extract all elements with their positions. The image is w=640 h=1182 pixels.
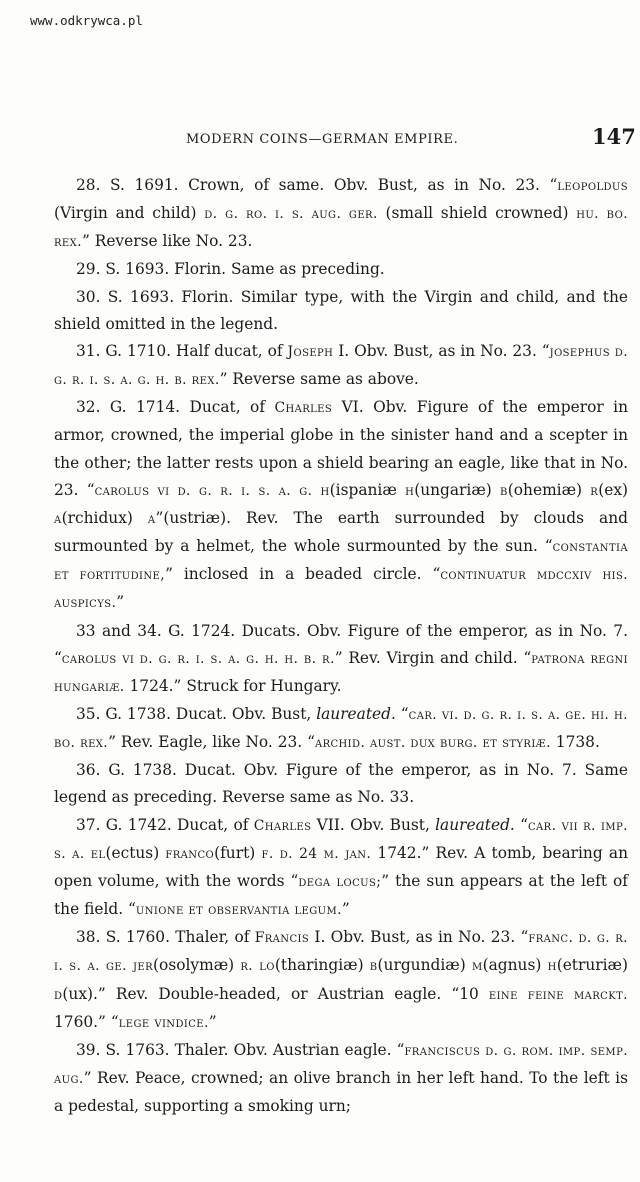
running-title: MODERN COINS—GERMAN EMPIRE. [186,132,459,147]
entry-text: 1724.” Struck for Hungary. [124,676,342,695]
catalog-entry [54,757,628,811]
entry-text: ” Reverse like No. 23. [81,232,253,251]
entry-text: 1742.” Rev. A tomb, bearing an open volume, with the words “ [54,843,628,890]
entry-text: ” [116,593,125,612]
legend-text: d [54,986,63,1003]
catalog-entry [54,701,628,757]
entry-text: (furt) [214,843,262,862]
entry-text: VI. Obv. Figure of the emperor in armor, crowned, the imperial globe in the sinister hand and a scepter in the other; the latter rests upon a shield bearing an eagle, like that in No. 23. “ [54,398,628,499]
entry-text: (urgundiæ) [377,956,472,975]
entry-text: VII. Obv. Bust, [311,815,436,834]
page-number: 147 [592,124,636,149]
entry-text: ” Rev. Virgin and child. “ [334,648,532,667]
entry-text: 35. G. 1738. Ducat. Obv. Bust, [76,704,317,723]
legend-text: Charles [274,400,333,417]
entry-text: (ux).” Rev. Double-headed, or Austrian eagle. “10 [62,984,489,1003]
entry-text: 32. G. 1714. Ducat, of [76,398,275,417]
entry-text: ”(ustriæ). Rev. The earth surrounded by clouds and surmounted by a helmet, the whole surmounted by the sun. “ [54,508,628,556]
legend-text: leopoldus [557,178,628,194]
legend-text: m [471,958,483,975]
catalog-entry [54,924,628,1037]
legend-text: a [147,510,156,527]
legend-text: continuatur mdccxiv his. auspicys. [54,567,628,612]
italic-text: laureated. [316,704,396,723]
entry-text: 30. S. 1693. Florin. Similar type, with the Virgin and child, and the shield omitted in the legend. [54,287,628,333]
entry-text: ” Reverse same as above. [219,370,419,389]
legend-text: h [405,482,415,499]
legend-text: patrona regni hungariæ. [54,650,628,695]
catalog-entry [54,172,628,256]
entry-text: 33 and 34. G. 1724. Ducats. Obv. Figure of the emperor, as in No. 7. “ [54,621,628,667]
entry-text: ” Rev. Peace, crowned; an olive branch in her left hand. To the left is a pedestal, supporting a smoking urn; [54,1069,628,1116]
entry-text: (ungariæ) [414,480,501,499]
entry-text: (rchidux) [61,508,148,527]
entry-text: ” [341,900,350,919]
legend-text: car. vi. d. g. r. i. s. a. ge. hi. h. bo. rex. [54,706,628,752]
catalog-entry [54,394,628,617]
entry-text: ” [208,1012,217,1031]
entry-text: (etruriæ) [556,956,629,975]
entry-text: (ispaniæ [329,480,406,499]
legend-text: franciscus d. g. rom. imp. semp. aug. [54,1042,628,1087]
legend-text: car. vii r. imp. s. a. el [54,817,628,862]
entry-text: “ [395,704,409,723]
watermark: www.odkrywca.pl [30,13,143,28]
entry-text: (Virgin and child) [54,204,205,223]
entry-text: 39. S. 1763. Thaler. Obv. Austrian eagle. “ [76,1040,405,1059]
legend-text: dega locus; [298,873,382,890]
catalog-entry [54,256,628,283]
page-body [54,172,628,1120]
entry-text: 29. S. 1693. Florin. Same as preceding. [76,260,385,279]
entry-text: I. Obv. Bust, as in No. 23. “ [333,341,550,360]
entry-text: (agnus) [482,956,548,975]
legend-text: b [500,482,508,499]
legend-text: Joseph [287,343,334,360]
legend-text: d. g. ro. i. s. aug. ger. [204,206,378,223]
legend-text: f. d. 24 m. jan. [261,845,372,862]
entry-text: 31. G. 1710. Half ducat, of [76,341,288,360]
catalog-entry [54,1037,628,1120]
entry-text: 28. S. 1691. Crown, of same. Obv. Bust, as in No. 23. “ [76,176,558,194]
legend-text: carolus vi d. g. r. i. s. a. g. h [94,482,330,499]
legend-text: b [369,958,378,975]
entry-text: (small shield crowned) [377,204,577,223]
entry-text: (ex) [598,480,629,499]
entry-text: I. Obv. Bust, as in No. 23. “ [309,928,529,947]
entry-text: ” inclosed in a beaded circle. “ [165,565,441,584]
legend-text: josephus d. g. r. i. s. a. g. h. b. rex. [54,343,628,389]
catalog-entry [54,812,628,925]
legend-text: unione et observantia legum. [135,902,342,919]
entry-text: ” Rev. Eagle, like No. 23. “ [108,733,315,752]
legend-text: archid. aust. dux burg. et styriæ. [314,735,551,752]
legend-text: r. lo [240,958,275,975]
catalog-entry [54,284,628,338]
legend-text: a [54,510,62,527]
legend-text: franco [165,845,215,862]
legend-text: Charles [253,817,312,834]
entry-text: (ectus) [105,843,166,862]
legend-text: h [547,958,557,975]
entry-text: 1760.” “ [54,1012,119,1031]
entry-text: 38. S. 1760. Thaler, of [76,928,255,947]
italic-text: laureated. [435,815,515,834]
entry-text: 36. G. 1738. Ducat. Obv. Figure of the emperor, as in No. 7. Same legend as preceding. Reverse same as No. 33. [54,761,628,807]
entry-text: 37. G. 1742. Ducat, of [76,815,254,834]
catalog-entry [54,618,628,701]
entry-text: 1738. [550,733,600,752]
legend-text: constantia et fortitudine, [54,539,628,584]
entry-text: “ [514,815,528,834]
legend-text: carolus vi d. g. r. i. s. a. g. h. h. b. r. [61,650,335,667]
catalog-entry [54,338,628,394]
legend-text: Francis [254,930,310,947]
legend-text: r [590,482,599,499]
legend-text: lege vindice. [118,1014,209,1031]
legend-text: eine feine marckt. [488,986,628,1003]
legend-text: hu. bo. rex. [54,206,629,251]
entry-text: (osolymæ) [153,956,241,975]
entry-text: ” the sun appears at the left of the field. “ [54,871,628,919]
entry-text: (tharingiæ) [274,956,370,975]
legend-text: franc. d. g. r. i. s. a. ge. jer [54,930,628,975]
entry-text: (ohemiæ) [507,480,591,499]
